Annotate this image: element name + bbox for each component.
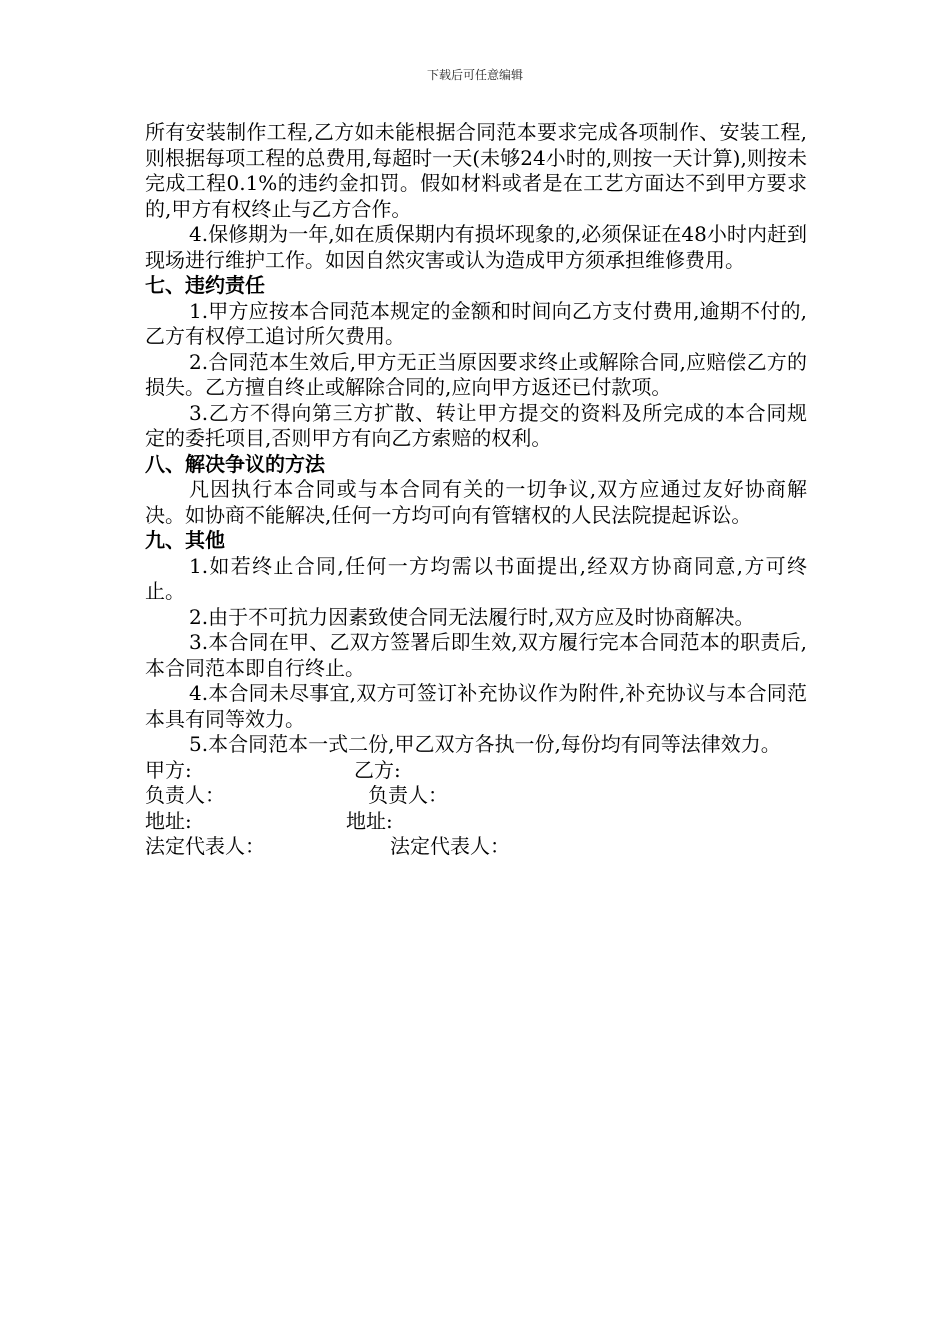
paragraph-liability-3: 3.乙方不得向第三方扩散、转让甲方提交的资料及所完成的本合同规定的委托项目,否则甲方有向乙方索赔的权利。 (145, 400, 807, 450)
paragraph-warranty: 4.保修期为一年,如在质保期内有损坏现象的,必须保证在48小时内赶到现场进行维护工作。如因自然灾害或认为造成甲方须承担维修费用。 (145, 222, 807, 272)
paragraph-other-1: 1.如若终止合同,任何一方均需以书面提出,经双方协商同意,方可终止。 (145, 553, 807, 603)
paragraph-other-2: 2.由于不可抗力因素致使合同无法履行时,双方应及时协商解决。 (189, 604, 755, 629)
party-b-label: 乙方: (354, 757, 401, 782)
signature-row-address (145, 809, 807, 835)
address-a-label: 地址: (145, 808, 192, 833)
paragraph-liability-2: 2.合同范本生效后,甲方无正当原因要求终止或解除合同,应赔偿乙方的损失。乙方擅自终止或解除合同的,应向甲方返还已付款项。 (145, 349, 807, 399)
responsible-b-label: 负责人： (368, 783, 448, 807)
signature-row-responsible (145, 783, 807, 809)
responsible-a-label: 负责人： (145, 783, 225, 807)
signature-row-legal-rep (145, 834, 807, 860)
paragraph-other-5: 5.本合同范本一式二份,甲乙双方各执一份,每份均有同等法律效力。 (189, 732, 781, 756)
legal-rep-b-label: 法定代表人： (390, 834, 510, 858)
document-body (145, 120, 807, 860)
section-heading-liability: 七、违约责任 (145, 273, 265, 297)
paragraph-liability-1: 1.甲方应按本合同范本规定的金额和时间向乙方支付费用,逾期不付的,乙方有权停工追讨所欠费用。 (145, 298, 807, 348)
address-b-label: 地址: (346, 808, 393, 833)
paragraph-dispute: 凡因执行本合同或与本合同有关的一切争议,双方应通过友好协商解决。如协商不能解决,任何一方均可向有管辖权的人民法院提起诉讼。 (145, 477, 807, 527)
section-heading-other: 九、其他 (145, 528, 225, 552)
paragraph-other-4: 4.本合同未尽事宜,双方可签订补充协议作为附件,补充协议与本合同范本具有同等效力。 (145, 681, 807, 731)
page-header: 下载后可任意编辑 (426, 68, 523, 82)
signature-row-party (145, 758, 807, 784)
legal-rep-a-label: 法定代表人： (145, 834, 265, 858)
party-a-label: 甲方: (145, 757, 192, 782)
paragraph-penalty-continued: 所有安装制作工程,乙方如未能根据合同范本要求完成各项制作、安装工程,则根据每项工程的总费用,每超时一天(未够24小时的,则按一天计算),则按未完成工程0.1%的违约金扣罚。假如材料或者是在工艺方面达不到甲方要求的,甲方有权终止与乙方合作。 (145, 120, 807, 221)
paragraph-other-3: 3.本合同在甲、乙双方签署后即生效,双方履行完本合同范本的职责后,本合同范本即自行终止。 (145, 630, 807, 680)
section-heading-dispute: 八、解决争议的方法 (145, 451, 325, 476)
